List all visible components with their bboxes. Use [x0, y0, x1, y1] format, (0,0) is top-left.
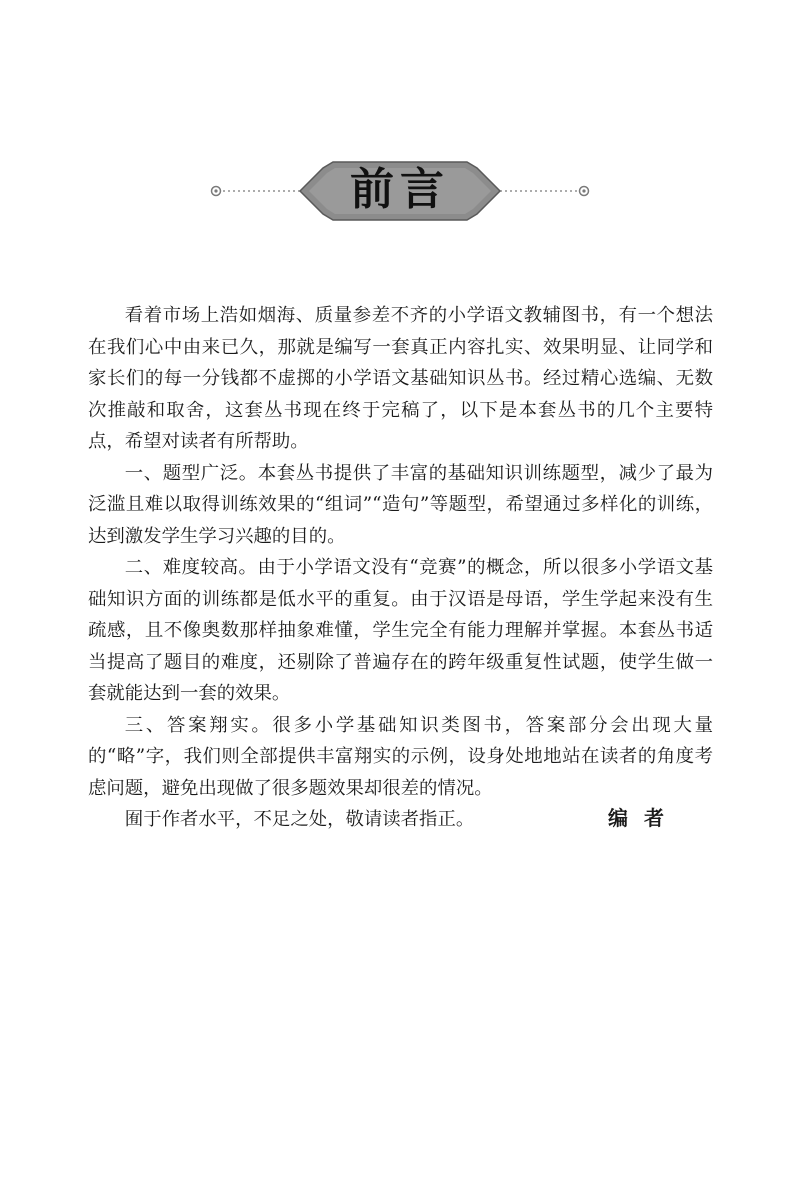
paragraph-closing: 囿于作者水平，不足之处，敬请读者指正。 — [124, 809, 475, 830]
paragraph-intro: 看着市场上浩如烟海、质量参差不齐的小学语文教辅图书，有一个想法在我们心中由来已久，那就是编写一套真正内容扎实、效果明显、让同学和家长们的每一分钱都不虚掷的小学语文基础知识丛书。经过精心选编、无数次推敲和取舍，这套丛书现在终于完稿了，以下是本套丛书的几个主要特点，希望对读者有所帮助。 — [88, 305, 713, 452]
paragraph-feature-1: 一、题型广泛。本套丛书提供了丰富的基础知识训练题型，减少了最为泛滥且难以取得训练效果的“组词”“造句”等题型，希望通过多样化的训练，达到激发学生学习兴趣的目的。 — [88, 462, 713, 547]
paragraph-feature-3: 三、答案翔实。很多小学基础知识类图书，答案部分会出现大量的“略”字，我们则全部提供丰富翔实的示例，设身处地地站在读者的角度考虑问题，避免出现做了很多题效果却很差的情况。 — [88, 714, 713, 799]
title-banner — [205, 150, 595, 230]
paragraph-feature-2: 二、难度较高。由于小学语文没有“竞赛”的概念，所以很多小学语文基础知识方面的训练都是低水平的重复。由于汉语是母语，学生学起来没有生疏感，且不像奥数那样抽象难懂，学生完全有能力理解并掌握。本套丛书适当提高了题目的难度，还剔除了普遍存在的跨年级重复性试题，使学生做一套就能达到一套的效果。 — [88, 557, 713, 704]
signature: 编者 — [608, 806, 680, 830]
right-ornament-dot — [582, 189, 585, 192]
preface-body — [88, 300, 713, 836]
page-title: 前言 — [350, 164, 450, 215]
left-ornament-dot — [214, 189, 217, 192]
